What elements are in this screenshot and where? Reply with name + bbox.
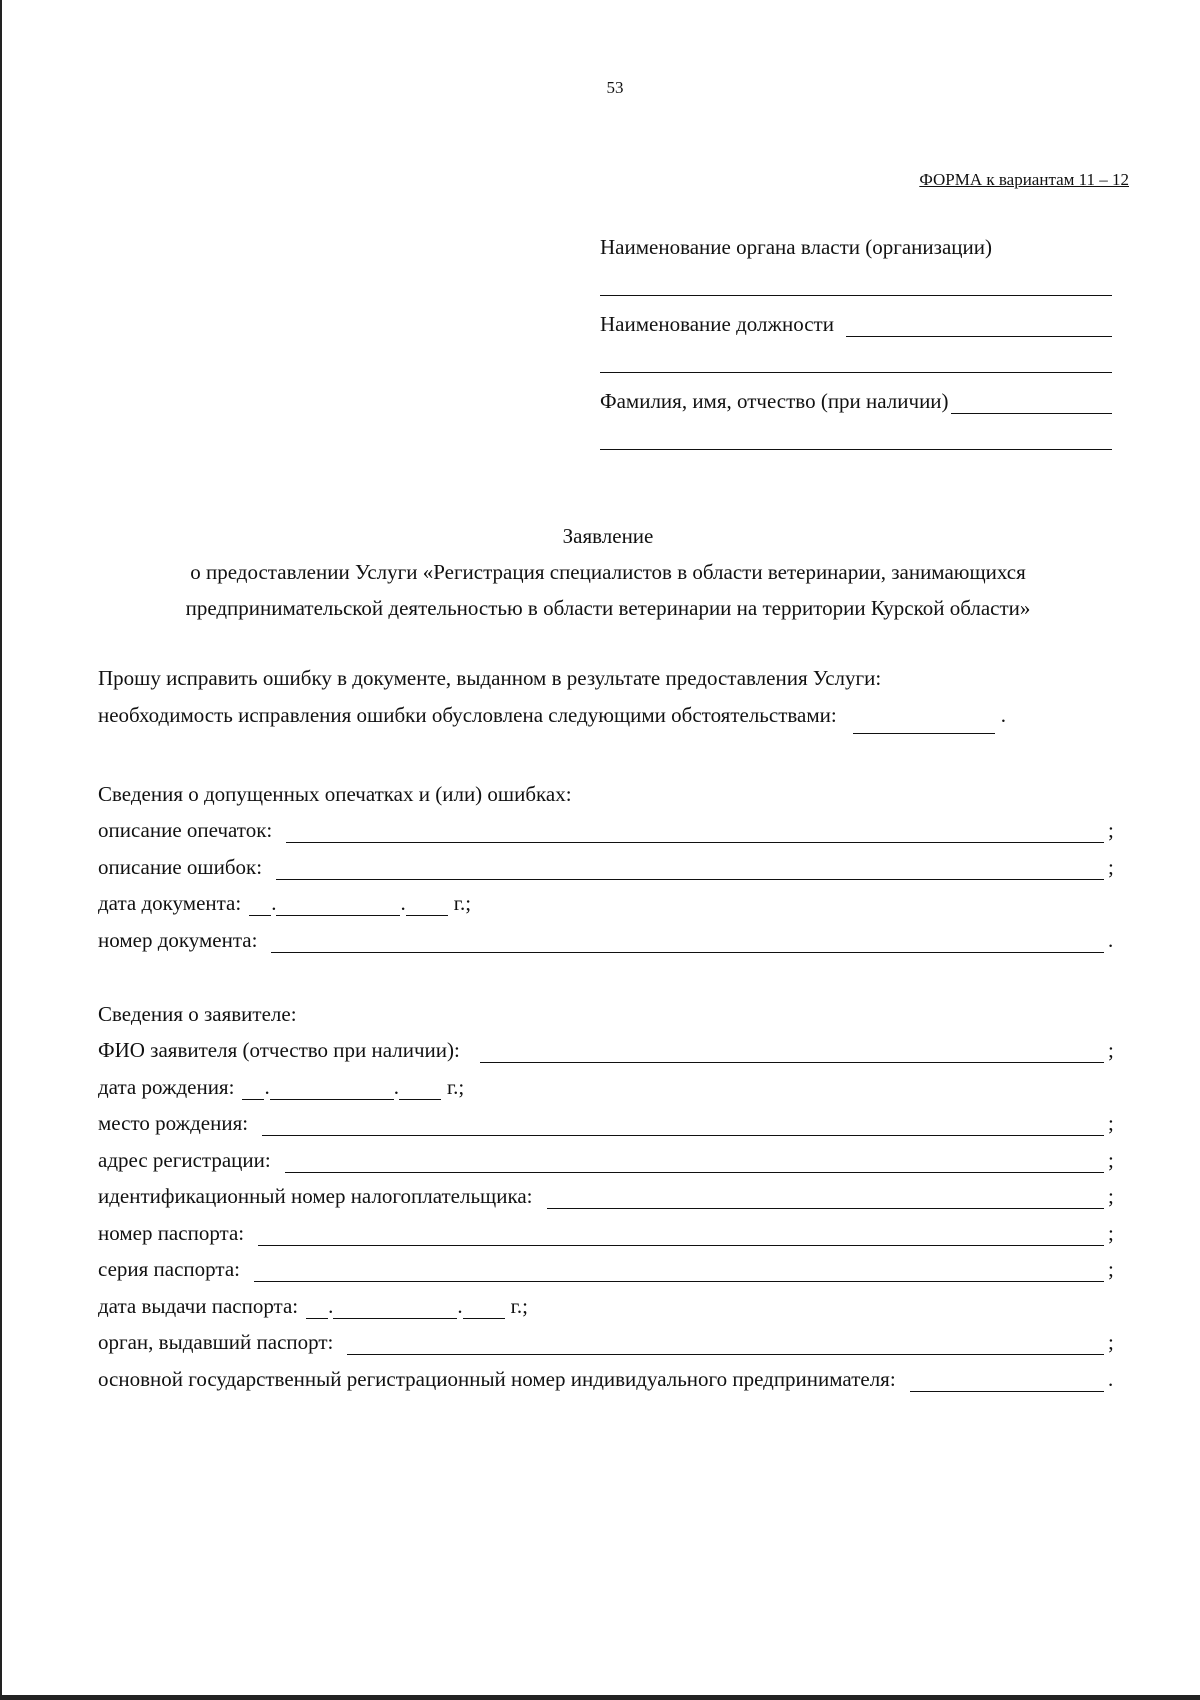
doc-number-period: . xyxy=(1108,927,1114,952)
ogrnip-row xyxy=(98,1355,1118,1392)
passport-number-row xyxy=(98,1209,1118,1246)
doc-number-row xyxy=(98,916,1118,953)
birth-place-label: место рождения: xyxy=(98,1111,249,1135)
errors-section xyxy=(98,770,1118,953)
request-line-1: Прошу исправить ошибку в документе, выданном в результате предоставления Услуги: xyxy=(98,666,882,690)
doc-date-month-field[interactable] xyxy=(276,895,400,916)
authority-field[interactable] xyxy=(600,260,1112,296)
fio-line xyxy=(600,376,1112,414)
errors-label: описание ошибок: xyxy=(98,854,263,879)
passport-issuer-label: орган, выдавший паспорт: xyxy=(98,1330,334,1354)
passport-series-label: серия паспорта: xyxy=(98,1257,240,1281)
birth-place-semicolon: ; xyxy=(1108,1111,1114,1135)
applicant-fio-label: ФИО заявителя (отчество при наличии): xyxy=(98,1038,460,1062)
passport-series-semicolon: ; xyxy=(1108,1257,1114,1281)
position-line xyxy=(600,299,1112,337)
request-line-2: необходимость исправления ошибки обусловлена следующими обстоятельствами: xyxy=(98,703,837,727)
position-label: Наименование должности xyxy=(600,312,834,336)
inn-row xyxy=(98,1173,1118,1210)
address-row xyxy=(98,1136,1118,1173)
birth-date-day-field[interactable] xyxy=(242,1079,264,1100)
birth-date-row: дата рождения: . . г.; xyxy=(98,1074,465,1099)
errors-heading-row xyxy=(98,770,1118,807)
applicant-fio-row xyxy=(98,1027,1118,1064)
applicant-heading-row xyxy=(98,990,1118,1027)
ogrnip-label: основной государственный регистрационный номер индивидуального предпринимателя: xyxy=(98,1366,896,1391)
scan-left-edge xyxy=(0,0,2,1700)
position-field[interactable] xyxy=(846,314,1112,337)
request-text xyxy=(98,660,1118,734)
typos-row xyxy=(98,807,1118,844)
birth-date-year-field[interactable] xyxy=(399,1079,441,1100)
form-reference: ФОРМА к вариантам 11 – 12 xyxy=(919,170,1129,189)
errors-semicolon: ; xyxy=(1108,854,1114,879)
title-line-2: предпринимательской деятельностью в области ветеринарии на территории Курской области» xyxy=(185,596,1031,620)
passport-issue-date-label: дата выдачи паспорта: xyxy=(98,1293,299,1318)
application-title xyxy=(98,518,1118,626)
applicant-fio-semicolon: ; xyxy=(1108,1038,1114,1062)
errors-heading: Сведения о допущенных опечатках и (или) ошибках: xyxy=(98,781,572,806)
authority-label: Наименование органа власти (организации) xyxy=(600,235,992,259)
applicant-fio-field[interactable] xyxy=(480,1041,1104,1063)
passport-issue-year-suffix: г.; xyxy=(510,1293,528,1318)
doc-date-year-field[interactable] xyxy=(406,895,448,916)
ogrnip-field[interactable] xyxy=(910,1370,1104,1392)
applicant-section xyxy=(98,990,1118,1392)
page-number: 53 xyxy=(606,78,624,97)
typos-field[interactable] xyxy=(286,821,1104,843)
position-field-extra[interactable] xyxy=(600,337,1112,373)
addressee-fio-field-extra[interactable] xyxy=(600,414,1112,450)
passport-issue-month-field[interactable] xyxy=(333,1298,457,1319)
errors-row xyxy=(98,843,1118,880)
address-label: адрес регистрации: xyxy=(98,1147,271,1172)
title-line-1: о предоставлении Услуги «Регистрация специалистов в области ветеринарии, занимающихся xyxy=(190,560,1026,584)
passport-number-semicolon: ; xyxy=(1108,1220,1114,1245)
birth-place-field[interactable] xyxy=(262,1114,1104,1136)
address-semicolon: ; xyxy=(1108,1147,1114,1172)
typos-semicolon: ; xyxy=(1108,818,1114,842)
passport-issuer-field[interactable] xyxy=(347,1333,1104,1355)
passport-issue-day-field[interactable] xyxy=(306,1298,328,1319)
doc-date-row: дата документа: . . г.; xyxy=(98,891,472,915)
request-period: . xyxy=(1000,703,1006,727)
addressee-fio-field[interactable] xyxy=(951,391,1112,414)
request-line-2-row xyxy=(98,697,1118,734)
doc-number-label: номер документа: xyxy=(98,927,258,952)
doc-date-year-suffix: г.; xyxy=(453,891,472,915)
passport-series-row xyxy=(98,1246,1118,1283)
passport-number-field[interactable] xyxy=(258,1224,1104,1246)
inn-field[interactable] xyxy=(547,1187,1104,1209)
inn-semicolon: ; xyxy=(1108,1184,1114,1208)
passport-issuer-row xyxy=(98,1319,1118,1356)
birth-date-month-field[interactable] xyxy=(270,1079,394,1100)
passport-number-label: номер паспорта: xyxy=(98,1220,245,1245)
birth-place-row xyxy=(98,1100,1118,1137)
addressee-block xyxy=(600,222,1112,450)
authority-line xyxy=(600,222,1112,260)
passport-issue-year-field[interactable] xyxy=(463,1298,505,1319)
doc-number-field[interactable] xyxy=(271,931,1104,953)
title-heading: Заявление xyxy=(562,524,654,548)
doc-date-day-field[interactable] xyxy=(249,895,271,916)
inn-label: идентификационный номер налогоплательщика: xyxy=(98,1184,533,1208)
scan-bottom-edge xyxy=(0,1695,1200,1700)
passport-series-field[interactable] xyxy=(254,1260,1104,1282)
circumstances-field[interactable] xyxy=(853,713,995,734)
passport-issuer-semicolon: ; xyxy=(1108,1330,1114,1354)
birth-date-year-suffix: г.; xyxy=(446,1074,465,1099)
typos-label: описание опечаток: xyxy=(98,818,273,842)
errors-field[interactable] xyxy=(276,858,1104,880)
addressee-fio-label: Фамилия, имя, отчество (при наличии) xyxy=(600,389,949,413)
birth-date-label: дата рождения: xyxy=(98,1074,235,1099)
passport-issue-date-row: дата выдачи паспорта: . . г.; xyxy=(98,1293,528,1318)
ogrnip-period: . xyxy=(1108,1366,1114,1391)
doc-date-label: дата документа: xyxy=(98,891,242,915)
applicant-heading: Сведения о заявителе: xyxy=(98,1001,297,1026)
address-field[interactable] xyxy=(285,1151,1104,1173)
